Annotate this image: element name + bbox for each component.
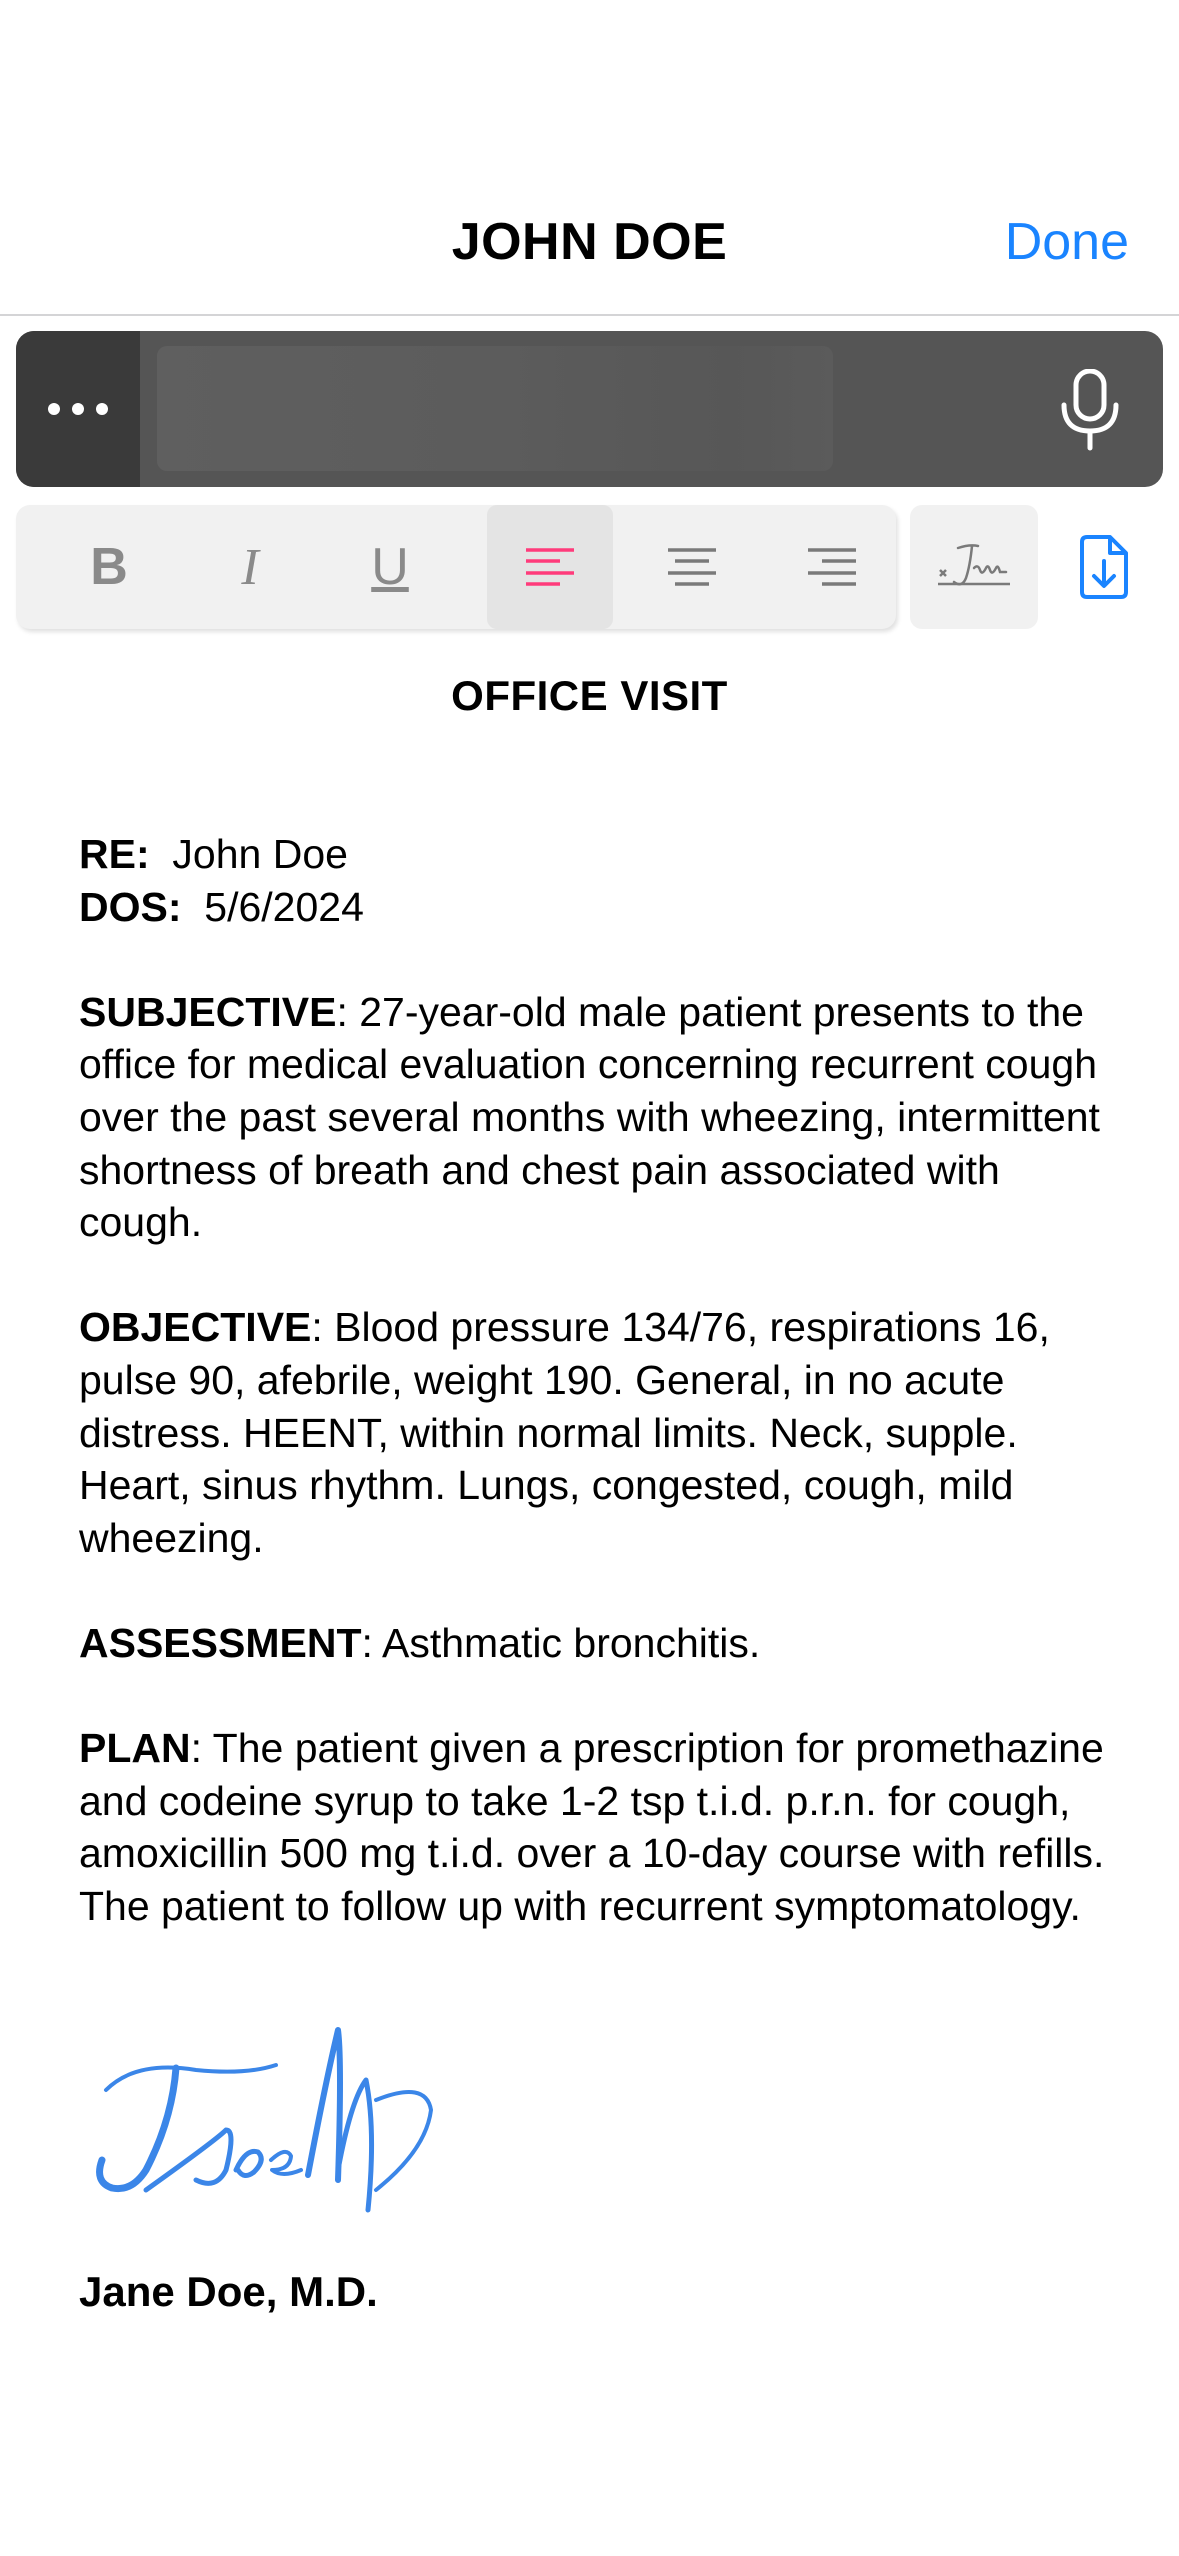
dos-line bbox=[79, 881, 1129, 934]
objective-text: : Blood pressure 134/76, respirations 16, pulse 90, afebrile, weight 190. General, in no acute distress. HEENT, within normal limits. Neck, supple. Heart, sinus rhythm. Lungs, congested, cough, mild wheezing. bbox=[79, 1304, 1050, 1561]
microphone-icon bbox=[1059, 369, 1121, 451]
navigation-bar bbox=[0, 0, 1179, 316]
plan-label: PLAN bbox=[79, 1725, 191, 1772]
re-value: John Doe bbox=[172, 831, 348, 877]
re-label: RE: bbox=[79, 831, 150, 877]
signature-button[interactable] bbox=[910, 505, 1038, 629]
formatting-toolbar bbox=[16, 505, 896, 629]
italic-label: I bbox=[241, 538, 259, 596]
align-right-icon bbox=[806, 546, 858, 588]
ellipsis-icon-dot bbox=[96, 403, 108, 415]
align-center-button[interactable] bbox=[629, 505, 755, 629]
bold-button[interactable] bbox=[46, 505, 172, 629]
ellipsis-icon-dot bbox=[72, 403, 84, 415]
plan-paragraph bbox=[79, 1722, 1129, 1932]
assessment-label: ASSESSMENT bbox=[79, 1619, 362, 1666]
re-line bbox=[79, 828, 1129, 881]
dictation-input[interactable] bbox=[157, 346, 833, 471]
handwritten-signature bbox=[76, 2020, 456, 2216]
align-right-button[interactable] bbox=[769, 505, 895, 629]
assessment-text: : Asthmatic bronchitis. bbox=[361, 1619, 761, 1666]
objective-paragraph bbox=[79, 1301, 1129, 1564]
subjective-paragraph bbox=[79, 986, 1129, 1249]
signature-icon bbox=[936, 538, 1012, 596]
bold-label: B bbox=[90, 538, 128, 596]
dos-value: 5/6/2024 bbox=[204, 883, 364, 930]
ellipsis-icon bbox=[48, 403, 60, 415]
more-options-button[interactable] bbox=[16, 331, 140, 487]
dos-label: DOS: bbox=[79, 883, 182, 930]
objective-label: OBJECTIVE bbox=[79, 1304, 312, 1351]
document-title: OFFICE VISIT bbox=[451, 672, 728, 719]
underline-button[interactable] bbox=[327, 505, 453, 629]
assessment-paragraph bbox=[79, 1617, 1129, 1670]
dictation-bar bbox=[16, 331, 1163, 487]
page-title: JOHN DOE bbox=[451, 213, 728, 271]
microphone-button[interactable] bbox=[1059, 369, 1121, 451]
document-body[interactable] bbox=[79, 828, 1129, 1985]
subjective-label: SUBJECTIVE bbox=[79, 988, 337, 1035]
done-button[interactable]: Done bbox=[1004, 213, 1129, 271]
export-document-button[interactable] bbox=[1060, 505, 1148, 629]
plan-text: : The patient given a prescription for promethazine and codeine syrup to take 1-2 tsp t.i.d. p.r.n. for cough, amoxicillin 500 mg t.i.d. over a 10-day course with refills. The patient to follow up with recurrent symptomatology. bbox=[79, 1725, 1105, 1929]
subjective-text: : 27-year-old male patient presents to the office for medical evaluation concerning recurrent cough over the past several months with wheezing, intermittent shortness of breath and chest pain associated with cough. bbox=[79, 988, 1100, 1246]
align-center-icon bbox=[666, 546, 718, 588]
italic-button[interactable] bbox=[187, 505, 313, 629]
underline-label: U bbox=[371, 538, 409, 596]
document-download-icon bbox=[1076, 534, 1132, 600]
align-left-button[interactable] bbox=[487, 505, 613, 629]
align-left-icon bbox=[524, 546, 576, 588]
signer-name: Jane Doe, M.D. bbox=[79, 2268, 378, 2315]
